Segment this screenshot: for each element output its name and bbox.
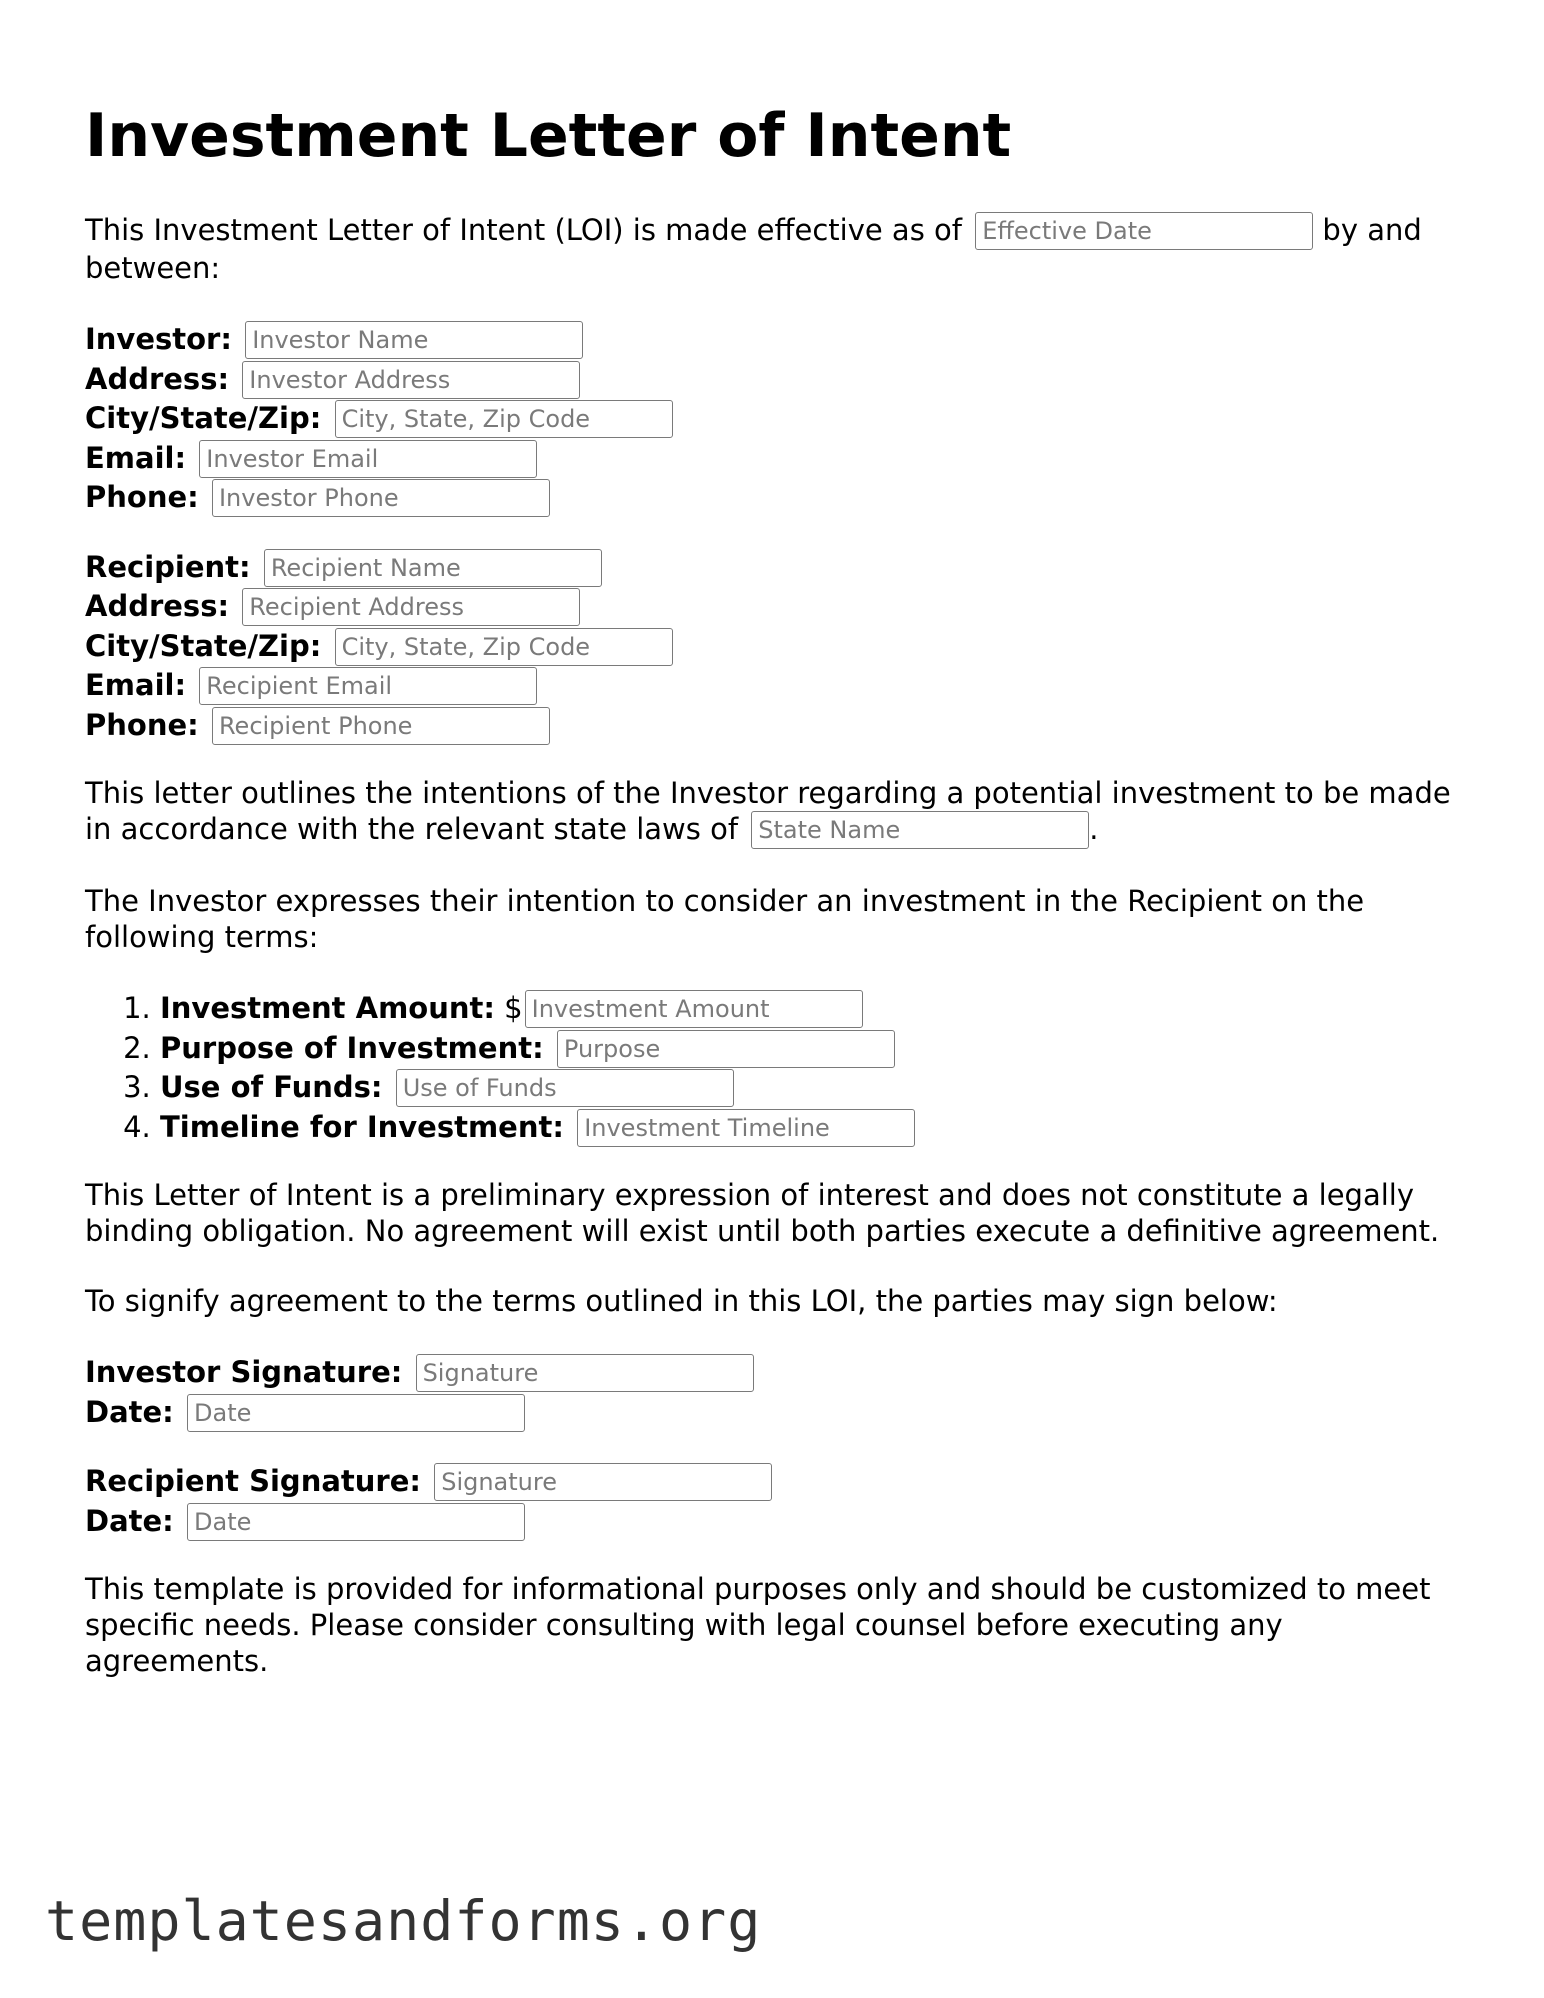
disclaimer-paragraph: This Letter of Intent is a preliminary expression of interest and does not constitute a legally binding obligation. No agreement will exist until both parties execute a definitive agreement.: [85, 1178, 1440, 1248]
investor-address-input[interactable]: [242, 361, 580, 399]
purpose-input[interactable]: [557, 1030, 895, 1068]
investor-phone-label: Phone:: [85, 480, 199, 514]
recipient-phone-input[interactable]: [212, 707, 550, 745]
intro-text-before: This Investment Letter of Intent (LOI) is made effective as of: [85, 213, 972, 247]
template-note-paragraph: This template is provided for informational purposes only and should be customized to meet specific needs. Please consider consulting with legal counsel before executing any agreements.: [85, 1572, 1431, 1678]
recipient-date-row: [85, 1502, 1475, 1542]
term-timeline: [160, 1108, 1475, 1148]
recipient-date-label: Date:: [85, 1503, 174, 1538]
recipient-name-label: Recipient:: [85, 549, 251, 584]
investment-amount-input[interactable]: [525, 990, 863, 1028]
investor-email-row: [85, 439, 1475, 479]
recipient-email-row: [85, 666, 1475, 706]
investor-phone-input[interactable]: [212, 479, 550, 517]
document-page: [85, 100, 1475, 1713]
terms-intro-paragraph: The Investor expresses their intention to consider an investment in the Recipient on the following terms:: [85, 884, 1365, 954]
recipient-address-row: [85, 587, 1475, 627]
investor-signature-input[interactable]: [416, 1354, 754, 1392]
outline-paragraph: [85, 775, 1475, 849]
investor-city-input[interactable]: [335, 400, 673, 438]
investor-date-label: Date:: [85, 1394, 174, 1429]
timeline-label: Timeline for Investment:: [160, 1109, 564, 1144]
investor-signature-block: [85, 1353, 1475, 1432]
recipient-address-input[interactable]: [242, 588, 580, 626]
investor-email-input[interactable]: [199, 440, 537, 478]
terms-list: [85, 989, 1475, 1147]
investor-email-label: Email:: [85, 440, 187, 475]
investor-phone-row: [85, 478, 1475, 518]
investor-city-label: City/State/Zip:: [85, 401, 322, 435]
recipient-name-input[interactable]: [264, 549, 602, 587]
site-watermark: templatesandforms.org: [45, 1889, 762, 1953]
recipient-date-input[interactable]: [187, 1503, 525, 1541]
recipient-email-input[interactable]: [199, 667, 537, 705]
investor-date-row: [85, 1393, 1475, 1433]
investor-name-row: [85, 320, 1475, 360]
recipient-email-label: Email:: [85, 668, 187, 702]
dollar-sign: $: [494, 991, 523, 1025]
investor-address-label: Address:: [85, 361, 230, 396]
investor-details: [85, 320, 1475, 518]
state-name-input[interactable]: [751, 811, 1089, 849]
investment-amount-label: Investment Amount:: [160, 991, 495, 1025]
purpose-label: Purpose of Investment:: [160, 1030, 544, 1065]
recipient-name-row: [85, 548, 1475, 588]
recipient-city-label: City/State/Zip:: [85, 628, 322, 663]
use-of-funds-input[interactable]: [396, 1069, 734, 1107]
recipient-signature-label: Recipient Signature:: [85, 1464, 421, 1498]
sign-intro-paragraph: To signify agreement to the terms outlined in this LOI, the parties may sign below:: [85, 1284, 1278, 1318]
term-use-of-funds: [160, 1068, 1475, 1108]
investor-name-input[interactable]: [245, 321, 583, 359]
recipient-city-row: [85, 627, 1475, 667]
investor-name-label: Investor:: [85, 322, 232, 356]
investor-address-row: [85, 360, 1475, 400]
investor-date-input[interactable]: [187, 1394, 525, 1432]
recipient-phone-row: [85, 706, 1475, 746]
effective-date-input[interactable]: [975, 212, 1313, 250]
recipient-city-input[interactable]: [335, 628, 673, 666]
timeline-input[interactable]: [577, 1109, 915, 1147]
outline-text-before: This letter outlines the intentions of the Investor regarding a potential investment to be made in accordance with the relevant state laws of: [85, 776, 1451, 846]
term-investment-amount: [160, 989, 1475, 1029]
investor-city-row: [85, 399, 1475, 439]
recipient-signature-block: [85, 1462, 1475, 1541]
investor-signature-label: Investor Signature:: [85, 1355, 403, 1389]
recipient-signature-row: [85, 1462, 1475, 1502]
use-of-funds-label: Use of Funds:: [160, 1070, 383, 1104]
term-purpose: [160, 1029, 1475, 1069]
recipient-details: [85, 548, 1475, 746]
intro-text-after: by and between:: [85, 213, 1422, 285]
recipient-phone-label: Phone:: [85, 707, 199, 742]
recipient-address-label: Address:: [85, 589, 230, 623]
investor-signature-row: [85, 1353, 1475, 1393]
intro-paragraph: [85, 212, 1475, 286]
document-title: Investment Letter of Intent: [85, 101, 1012, 171]
outline-text-after: .: [1089, 812, 1099, 846]
recipient-signature-input[interactable]: [434, 1463, 772, 1501]
